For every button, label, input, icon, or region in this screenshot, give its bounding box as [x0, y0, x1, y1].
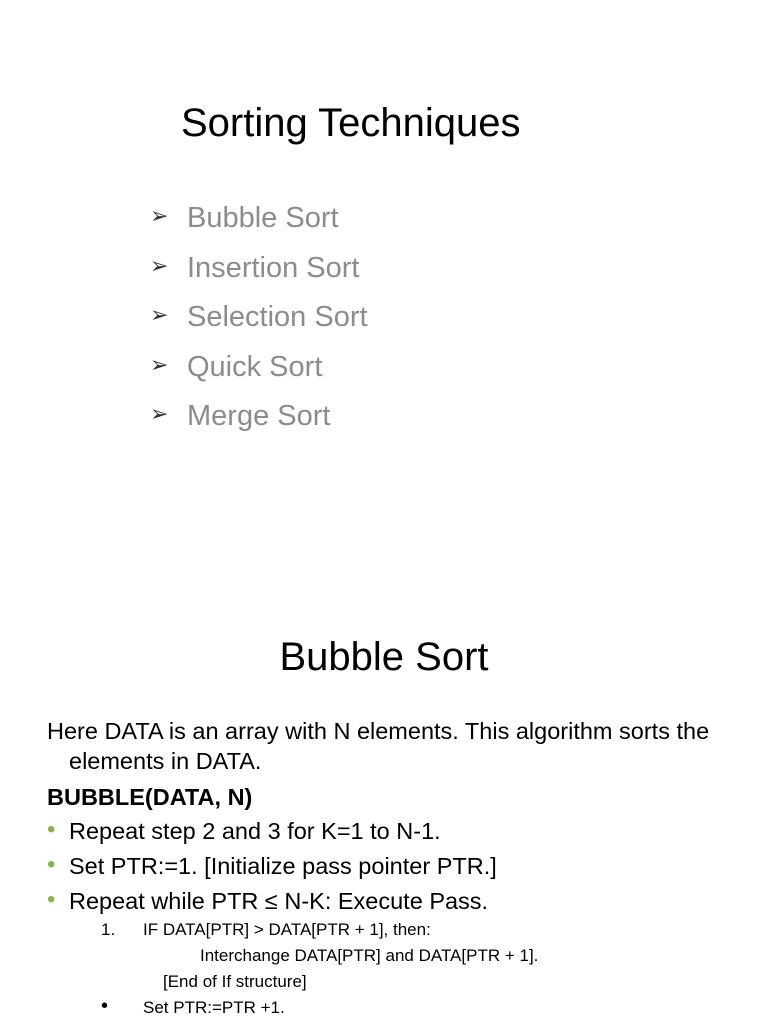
list-item	[150, 196, 368, 246]
topic-label: Quick Sort	[187, 350, 323, 383]
list-item	[150, 345, 368, 395]
arrow-bullet-icon: ➢	[150, 252, 169, 278]
intro-paragraph: Here DATA is an array with N elements. This algorithm sorts the elements in DATA.	[47, 718, 710, 774]
bullet-dot-icon: •	[47, 816, 56, 843]
topic-label: Selection Sort	[187, 301, 368, 333]
slide-bubble-sort	[0, 512, 768, 1024]
substep-if-line: IF DATA[PTR] > DATA[PTR + 1], then:	[143, 920, 431, 939]
bullet-dot-icon: •	[47, 851, 56, 878]
arrow-bullet-icon: ➢	[150, 302, 169, 327]
list-item	[47, 849, 737, 884]
arrow-bullet-icon: ➢	[150, 351, 169, 377]
slide-title: Bubble Sort	[279, 635, 489, 679]
list-item	[47, 884, 737, 919]
step-text: Repeat while PTR ≤ N-K: Execute Pass.	[69, 888, 489, 914]
bullet-dot-icon: •	[47, 886, 56, 913]
topic-label: Bubble Sort	[187, 202, 339, 234]
list-item	[150, 394, 368, 444]
arrow-bullet-icon: ➢	[150, 203, 169, 228]
substep-interchange-line: Interchange DATA[PTR] and DATA[PTR + 1].	[200, 946, 539, 965]
slide-body	[47, 716, 737, 919]
slide-title: Sorting Techniques	[181, 101, 521, 145]
list-item	[150, 295, 368, 345]
step-list	[47, 814, 737, 919]
substep-number: 1.	[101, 920, 116, 939]
substep-end-if-line: [End of If structure]	[163, 972, 307, 991]
list-item	[150, 246, 368, 296]
topic-list	[150, 196, 368, 444]
arrow-bullet-icon: ➢	[150, 401, 169, 426]
topic-label: Merge Sort	[187, 400, 331, 432]
list-item	[47, 814, 737, 849]
topic-label: Insertion Sort	[187, 251, 360, 284]
step-text: Set PTR:=1. [Initialize pass pointer PTR.]	[69, 853, 497, 879]
algorithm-heading: BUBBLE(DATA, N)	[47, 784, 253, 810]
substep-dot-icon: •	[101, 995, 109, 1017]
step-text: Repeat step 2 and 3 for K=1 to N-1.	[69, 818, 441, 844]
substep-set-line: Set PTR:=PTR +1.	[143, 998, 285, 1017]
